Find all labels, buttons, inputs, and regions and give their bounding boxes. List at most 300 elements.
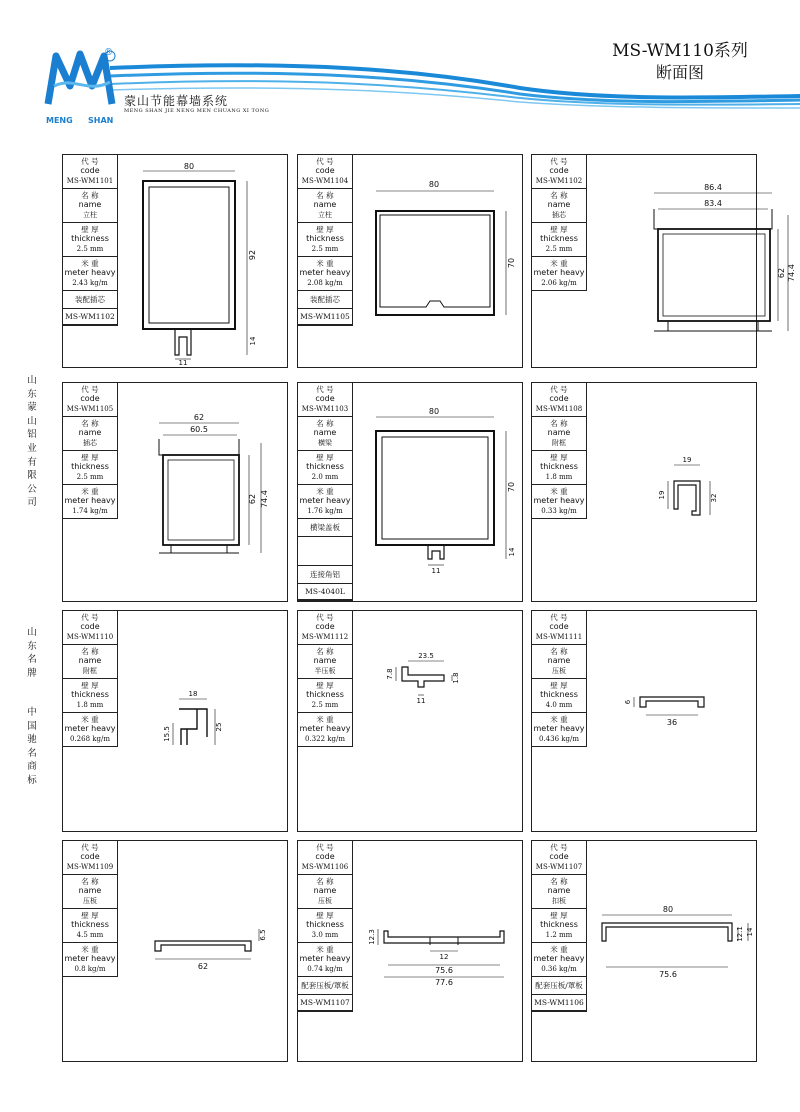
spec-table [63,155,118,326]
dimension-label: 62 [248,493,257,505]
dimension-label: 70 [507,481,516,493]
weight-cell-label-cn: 米 重 [81,487,99,496]
name-cell-label-cn: 名 称 [316,419,334,428]
name-cell [532,875,586,909]
thickness-cell-value: 2.5 mm [311,701,339,709]
profile-outline [663,234,765,316]
code-cell-label-en: code [80,166,100,175]
side-char: 限 [27,470,37,482]
thickness-cell-label-cn: 壁 厚 [316,681,334,690]
dimension-label: 7.8 [386,668,394,680]
weight-cell-value: 0.8 kg/m [74,965,106,973]
side-char: 山 [27,415,37,427]
weight-cell-label-cn: 米 重 [316,715,334,724]
name-cell-value: 附框 [552,439,566,447]
thickness-cell-label-cn: 壁 厚 [550,911,568,920]
code-cell [63,383,117,417]
profile-outline [402,667,444,687]
thickness-cell-label-en: thickness [71,462,109,471]
code-cell-value: MS-WM1112 [301,633,349,641]
thickness-cell [532,679,586,713]
section-drawing [588,841,758,1061]
weight-cell [532,257,586,290]
weight-cell-label-en: meter heavy [64,724,116,733]
name-cell-label-en: name [78,428,102,437]
weight-cell-label-cn: 米 重 [550,715,568,724]
weight-cell [298,943,352,977]
thickness-cell-value: 2.5 mm [545,245,573,253]
logo-registered-mark: ® [104,48,113,58]
dimension-label: 83.4 [704,199,722,208]
weight-cell [63,943,117,976]
profile-outline [168,460,234,540]
side-char: 山 [27,375,37,386]
dimension-label: 12.1 [736,926,744,942]
profile-outline [149,187,229,323]
weight-cell-label-en: meter heavy [299,954,351,963]
profile-panel [62,382,288,602]
weight-cell-value: 1.74 kg/m [72,507,108,515]
name-cell-value: 半压板 [314,667,336,675]
section-drawing [119,383,289,601]
code-cell-label-cn: 代 号 [550,385,568,394]
thickness-cell-label-en: thickness [306,920,344,929]
dimension-label: 80 [183,162,195,171]
dimension-label: 75.6 [659,970,677,979]
dimension-label: 18 [188,690,198,698]
code-cell-value: MS-WM1103 [301,405,349,413]
dimension-label: 75.6 [435,966,453,975]
thickness-cell-label-cn: 壁 厚 [81,453,99,462]
code-cell-value: MS-WM1111 [535,633,583,641]
spec-table [298,155,353,326]
thickness-cell [298,223,352,257]
section-drawing [588,611,758,831]
dimension-label: 1.8 [452,672,460,684]
name-cell-label-cn: 名 称 [550,419,568,428]
weight-cell [532,485,586,518]
side-char: 牌 [27,667,37,679]
code-cell-label-en: code [80,622,100,631]
weight-cell-label-cn: 米 重 [550,259,568,268]
code-cell-label-en: code [549,166,569,175]
assembly-note: MS-WM1107 [298,995,352,1011]
thickness-cell-label-cn: 壁 厚 [550,681,568,690]
dimension-label: 74.4 [787,264,796,282]
section-drawing [354,383,524,601]
assembly-note: MS-WM1106 [532,995,586,1011]
code-cell-label-cn: 代 号 [550,613,568,622]
side-char: 山 [27,627,37,638]
dimension-label: 14 [508,547,516,557]
weight-cell [63,713,117,746]
thickness-cell [63,909,117,943]
thickness-cell-label-cn: 壁 厚 [316,911,334,920]
profile-panel [297,154,523,368]
code-cell-label-en: code [549,622,569,631]
name-cell-value: 压板 [83,897,97,905]
dimension-label: 74.4 [260,490,269,508]
weight-cell-label-cn: 米 重 [81,945,99,954]
name-cell-value: 插芯 [552,211,566,219]
side-char: 驰 [27,734,37,746]
assembly-note [298,537,352,566]
thickness-cell-label-en: thickness [540,462,578,471]
thickness-cell-value: 2.5 mm [76,473,104,481]
weight-cell-value: 2.43 kg/m [72,279,108,287]
dimension-label: 62 [777,267,786,279]
logo-text-right: SHAN [88,116,114,125]
weight-cell-label-cn: 米 重 [550,945,568,954]
spec-table [532,155,587,291]
assembly-note: MS-4040L [298,584,352,600]
thickness-cell-label-cn: 壁 厚 [550,225,568,234]
name-cell-label-en: name [78,200,102,209]
thickness-cell [532,223,586,257]
name-cell-label-cn: 名 称 [316,877,334,886]
side-char: 司 [27,497,37,509]
profile-outline [143,181,235,329]
spec-table [532,841,587,1012]
weight-cell [298,485,352,519]
side-char: 业 [27,442,37,454]
assembly-note: 配套压板/罩板 [298,977,352,995]
profile-panel [62,610,288,832]
code-cell-label-en: code [549,852,569,861]
dimension-label: 6.5 [259,929,267,941]
thickness-cell-label-en: thickness [71,690,109,699]
assembly-note: MS-WM1105 [298,309,352,325]
thickness-cell [532,909,586,943]
thickness-cell-value: 1.2 mm [545,931,573,939]
thickness-cell-label-en: thickness [540,690,578,699]
logo-text-left: MENG [46,116,73,125]
name-cell [63,417,117,451]
thickness-cell-value: 2.5 mm [76,245,104,253]
thickness-cell-value: 4.5 mm [76,931,104,939]
weight-cell-label-en: meter heavy [299,496,351,505]
side-char: 名 [27,747,37,759]
weight-cell-label-cn: 米 重 [316,487,334,496]
name-cell-label-en: name [547,656,571,665]
thickness-cell [532,451,586,485]
weight-cell-value: 0.322 kg/m [305,735,345,743]
profile-panel [297,382,523,602]
thickness-cell-label-cn: 壁 厚 [81,225,99,234]
name-cell-label-en: name [547,428,571,437]
dimension-label: 19 [682,456,692,464]
profile-panel [531,382,757,602]
thickness-cell-label-cn: 壁 厚 [316,453,334,462]
dimension-label: 6 [624,699,632,705]
name-cell-label-en: name [313,656,337,665]
weight-cell-label-cn: 米 重 [81,259,99,268]
dimension-label: 14 [249,336,257,346]
thickness-cell-label-cn: 壁 厚 [81,681,99,690]
side-char: 商 [27,761,37,773]
side-char: 有 [27,456,37,468]
profile-panel [62,840,288,1062]
thickness-cell-label-en: thickness [306,234,344,243]
dimension-label: 11 [431,567,441,575]
company-name-en: MENG SHAN JIE NENG MEN CHUANG XI TONG [124,108,270,114]
code-cell-label-en: code [549,394,569,403]
side-char: 东 [27,388,37,400]
dimension-label: 11 [178,359,188,367]
section-drawing [354,611,524,831]
thickness-cell [63,223,117,257]
weight-cell-value: 0.268 kg/m [70,735,110,743]
weight-cell [63,485,117,518]
code-cell-value: MS-WM1110 [66,633,114,641]
name-cell [63,875,117,909]
name-cell-value: 插芯 [83,439,97,447]
weight-cell [298,713,352,746]
thickness-cell-value: 2.0 mm [311,473,339,481]
name-cell-label-cn: 名 称 [81,191,99,200]
weight-cell-label-en: meter heavy [299,268,351,277]
profile-panel [297,840,523,1062]
dimension-label: 86.4 [704,183,722,192]
side-brand-label [24,626,40,680]
name-cell-value: 立柱 [83,211,97,219]
weight-cell [532,713,586,746]
weight-cell-label-cn: 米 重 [316,259,334,268]
name-cell-value: 立柱 [318,211,332,219]
profile-outline [602,923,732,941]
code-cell-label-cn: 代 号 [81,843,99,852]
code-cell-value: MS-WM1109 [66,863,114,871]
weight-cell [63,257,117,291]
name-cell [298,645,352,679]
code-cell [532,383,586,417]
section-drawing [119,155,289,367]
dimension-label: 12 [439,953,449,961]
code-cell [532,841,586,875]
name-cell-label-en: name [313,200,337,209]
dimension-label: 80 [428,180,440,189]
name-cell-label-cn: 名 称 [550,647,568,656]
dimension-label: 80 [428,407,440,416]
code-cell-value: MS-WM1104 [301,177,349,185]
profile-outline [155,941,251,951]
code-cell-label-en: code [315,852,335,861]
name-cell-label-en: name [78,886,102,895]
name-cell-value: 扣板 [552,897,566,905]
profile-outline [380,215,490,307]
weight-cell-value: 2.08 kg/m [307,279,343,287]
profile-outline [428,545,444,559]
side-char: 标 [27,774,37,786]
assembly-note: 连接角铝 [298,566,352,584]
spec-table [298,611,353,747]
thickness-cell-label-en: thickness [540,234,578,243]
dimension-label: 23.5 [418,652,434,660]
profile-panel [531,154,796,368]
dimension-label: 12.3 [368,929,376,945]
code-cell-value: MS-WM1105 [66,405,114,413]
mengshan-logo [44,46,118,130]
side-char: 蒙 [27,402,37,414]
company-name-cn: 蒙山节能幕墙系统 [124,94,229,108]
thickness-cell-label-en: thickness [306,462,344,471]
name-cell-label-cn: 名 称 [316,647,334,656]
profile-outline [668,321,758,331]
profile-panel [62,154,288,368]
thickness-cell-label-cn: 壁 厚 [81,911,99,920]
code-cell-label-cn: 代 号 [550,843,568,852]
dimension-label: 32 [710,493,718,503]
assembly-note: 配套压板/罩板 [532,977,586,995]
weight-cell-label-en: meter heavy [533,496,585,505]
weight-cell-label-en: meter heavy [64,496,116,505]
profile-panel [531,610,757,832]
side-trademark-label [24,706,40,788]
page-header [0,0,800,140]
weight-cell-label-en: meter heavy [533,724,585,733]
profile-outline [376,431,494,545]
weight-cell-value: 2.06 kg/m [541,279,577,287]
thickness-cell-value: 2.5 mm [311,245,339,253]
name-cell [63,645,117,679]
weight-cell-label-en: meter heavy [64,268,116,277]
section-drawing [119,611,289,831]
spec-table [532,383,587,519]
thickness-cell-label-en: thickness [306,690,344,699]
thickness-cell [298,679,352,713]
code-cell-value: MS-WM1108 [535,405,583,413]
profile-outline [384,931,504,943]
dimension-label: 62 [197,962,209,971]
name-cell-label-cn: 名 称 [81,647,99,656]
code-cell [298,611,352,645]
code-cell-label-en: code [315,166,335,175]
dimension-label: 92 [248,249,257,261]
side-char: 国 [27,720,37,732]
thickness-cell-label-en: thickness [71,234,109,243]
name-cell-value: 压板 [552,667,566,675]
dimension-label: 70 [507,257,516,269]
name-cell [532,417,586,451]
dimension-label: 19 [658,490,666,500]
assembly-note: 装配插芯 [63,291,117,309]
code-cell-label-cn: 代 号 [550,157,568,166]
name-cell-label-en: name [547,886,571,895]
dimension-label: 14 [746,927,754,937]
profile-outline [382,437,488,539]
code-cell-value: MS-WM1102 [535,177,583,185]
dimension-label: 36 [666,718,678,727]
code-cell-label-en: code [80,852,100,861]
thickness-cell-value: 1.8 mm [76,701,104,709]
thickness-cell-label-cn: 壁 厚 [550,453,568,462]
code-cell [532,155,586,189]
weight-cell-value: 0.436 kg/m [539,735,579,743]
profile-outline [430,937,458,945]
weight-cell-value: 0.36 kg/m [541,965,577,973]
spec-table [298,841,353,1012]
profile-outline [658,229,770,321]
profile-outline [654,209,772,229]
spec-table [298,383,353,601]
code-cell-value: MS-WM1101 [66,177,114,185]
weight-cell-label-en: meter heavy [299,724,351,733]
assembly-note: MS-WM1102 [63,309,117,325]
profile-panel [531,840,757,1062]
weight-cell-label-en: meter heavy [533,954,585,963]
section-drawing [119,841,289,1061]
thickness-cell [298,909,352,943]
profile-panel [297,610,523,832]
dimension-label: 60.5 [190,425,208,434]
logo-cn-text: 蒙 山 [62,98,88,111]
code-cell-label-cn: 代 号 [316,843,334,852]
spec-table [63,383,118,519]
weight-cell-label-cn: 米 重 [550,487,568,496]
weight-cell [532,943,586,977]
profile-outline [175,329,191,355]
section-drawing [588,155,796,367]
name-cell-label-en: name [78,656,102,665]
weight-cell-value: 0.74 kg/m [307,965,343,973]
assembly-note: 装配插芯 [298,291,352,309]
thickness-cell [63,679,117,713]
weight-cell [298,257,352,291]
name-cell-label-cn: 名 称 [550,877,568,886]
code-cell-value: MS-WM1106 [301,863,349,871]
thickness-cell [63,451,117,485]
code-cell-label-en: code [315,394,335,403]
name-cell [298,189,352,223]
profile-outline [674,481,700,515]
thickness-cell-label-cn: 壁 厚 [316,225,334,234]
profile-outline [163,455,239,545]
name-cell [532,189,586,223]
dimension-label: 80 [662,905,674,914]
name-cell-value: 横梁 [318,439,332,447]
profile-outline [640,697,704,707]
code-cell [298,841,352,875]
code-cell [532,611,586,645]
code-cell-label-cn: 代 号 [81,157,99,166]
name-cell-label-cn: 名 称 [81,877,99,886]
page-subtitle: 断面图 [655,63,704,82]
dimension-label: 25 [215,722,223,732]
code-cell-label-cn: 代 号 [316,385,334,394]
dimension-label: 15.5 [163,726,171,742]
thickness-cell-label-en: thickness [71,920,109,929]
name-cell [298,417,352,451]
name-cell-label-cn: 名 称 [550,191,568,200]
weight-cell-value: 1.76 kg/m [307,507,343,515]
dimension-label: 77.6 [435,978,453,987]
code-cell-label-cn: 代 号 [316,157,334,166]
code-cell-label-en: code [80,394,100,403]
spec-table [63,841,118,977]
thickness-cell-label-en: thickness [540,920,578,929]
code-cell-label-cn: 代 号 [81,613,99,622]
side-char: 公 [27,483,37,495]
section-drawing [354,155,524,367]
weight-cell-value: 0.33 kg/m [541,507,577,515]
side-char: 名 [27,654,37,666]
thickness-cell-value: 3.0 mm [311,931,339,939]
dimension-label: 62 [193,413,205,422]
side-char: 铝 [27,429,37,441]
code-cell-label-cn: 代 号 [316,613,334,622]
section-drawing [354,841,524,1061]
code-cell-value: MS-WM1107 [535,863,583,871]
